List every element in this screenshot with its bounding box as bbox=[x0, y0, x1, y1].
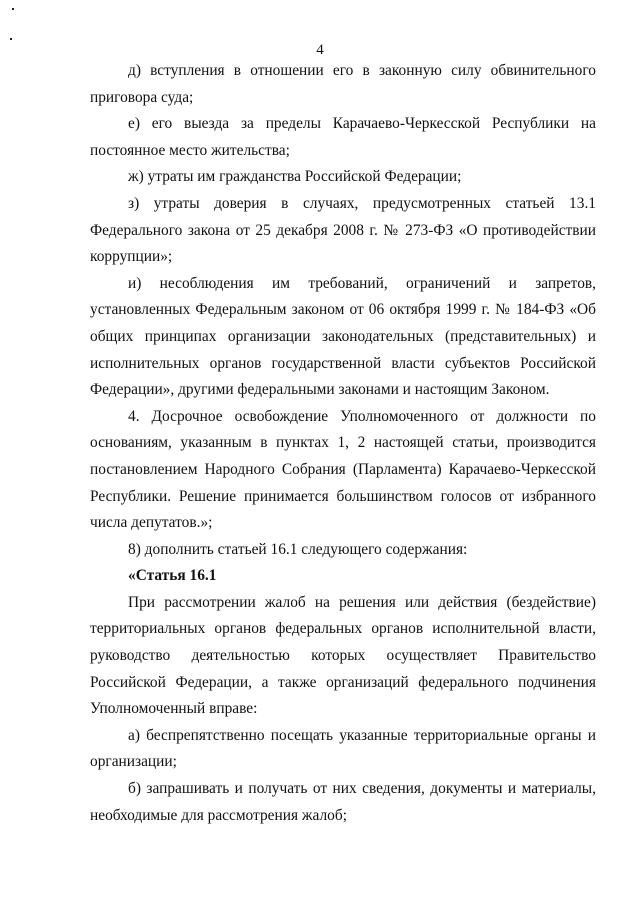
paragraph-i: и) несоблюдения им требований, ограничений и запретов, установленных Федеральным законом от 06 октября 1999 г. № 184-ФЗ «Об общих принципах организации законодательных (представительных) и исполнительных органов государственной власти субъектов Российской Федерации», другими федеральными законами и настоящим Законом. bbox=[90, 274, 596, 399]
paragraph-4: 4. Досрочное освобождение Уполномоченного от должности по основаниям, указанным в пунктах 1, 2 настоящей статьи, производится постановлением Народного Собрания (Парламента) Карачаево-Черкесской Республики. Решение принимается большинством голосов от избранного числа депутатов.»; bbox=[90, 407, 596, 532]
article-heading: «Статья 16.1 bbox=[128, 567, 217, 585]
paragraph-a: а) беспрепятственно посещать указанные территориальные органы и организации; bbox=[90, 726, 596, 771]
scan-mark bbox=[12, 8, 14, 10]
paragraph-e: е) его выезда за пределы Карачаево-Черкесской Республики на постоянное место жительства; bbox=[90, 115, 596, 159]
scan-mark bbox=[10, 38, 12, 40]
paragraph-8: 8) дополнить статьей 16.1 следующего содержания: bbox=[128, 540, 468, 558]
paragraph-d: д) вступления в отношении его в законную силу обвинительного приговора суда; bbox=[90, 62, 596, 106]
page-number: 4 bbox=[316, 42, 324, 58]
document-body bbox=[90, 58, 596, 829]
paragraph-article-intro: При рассмотрении жалоб на решения или действия (бездействие) территориальных органов федеральных органов исполнительной власти, руководство деятельностью которых осуществляет Правительство Российской Федерации, а также организаций федерального подчинения Уполномоченный вправе: bbox=[90, 593, 596, 718]
paragraph-b: б) запрашивать и получать от них сведения, документы и материалы, необходимые для рассмотрения жалоб; bbox=[90, 780, 596, 824]
paragraph-zh: ж) утраты им гражданства Российской Федерации; bbox=[128, 168, 462, 186]
paragraph-z: з) утраты доверия в случаях, предусмотренных статьей 13.1 Федерального закона от 25 декабря 2008 г. № 273-ФЗ «О противодействии коррупции»; bbox=[90, 194, 596, 266]
